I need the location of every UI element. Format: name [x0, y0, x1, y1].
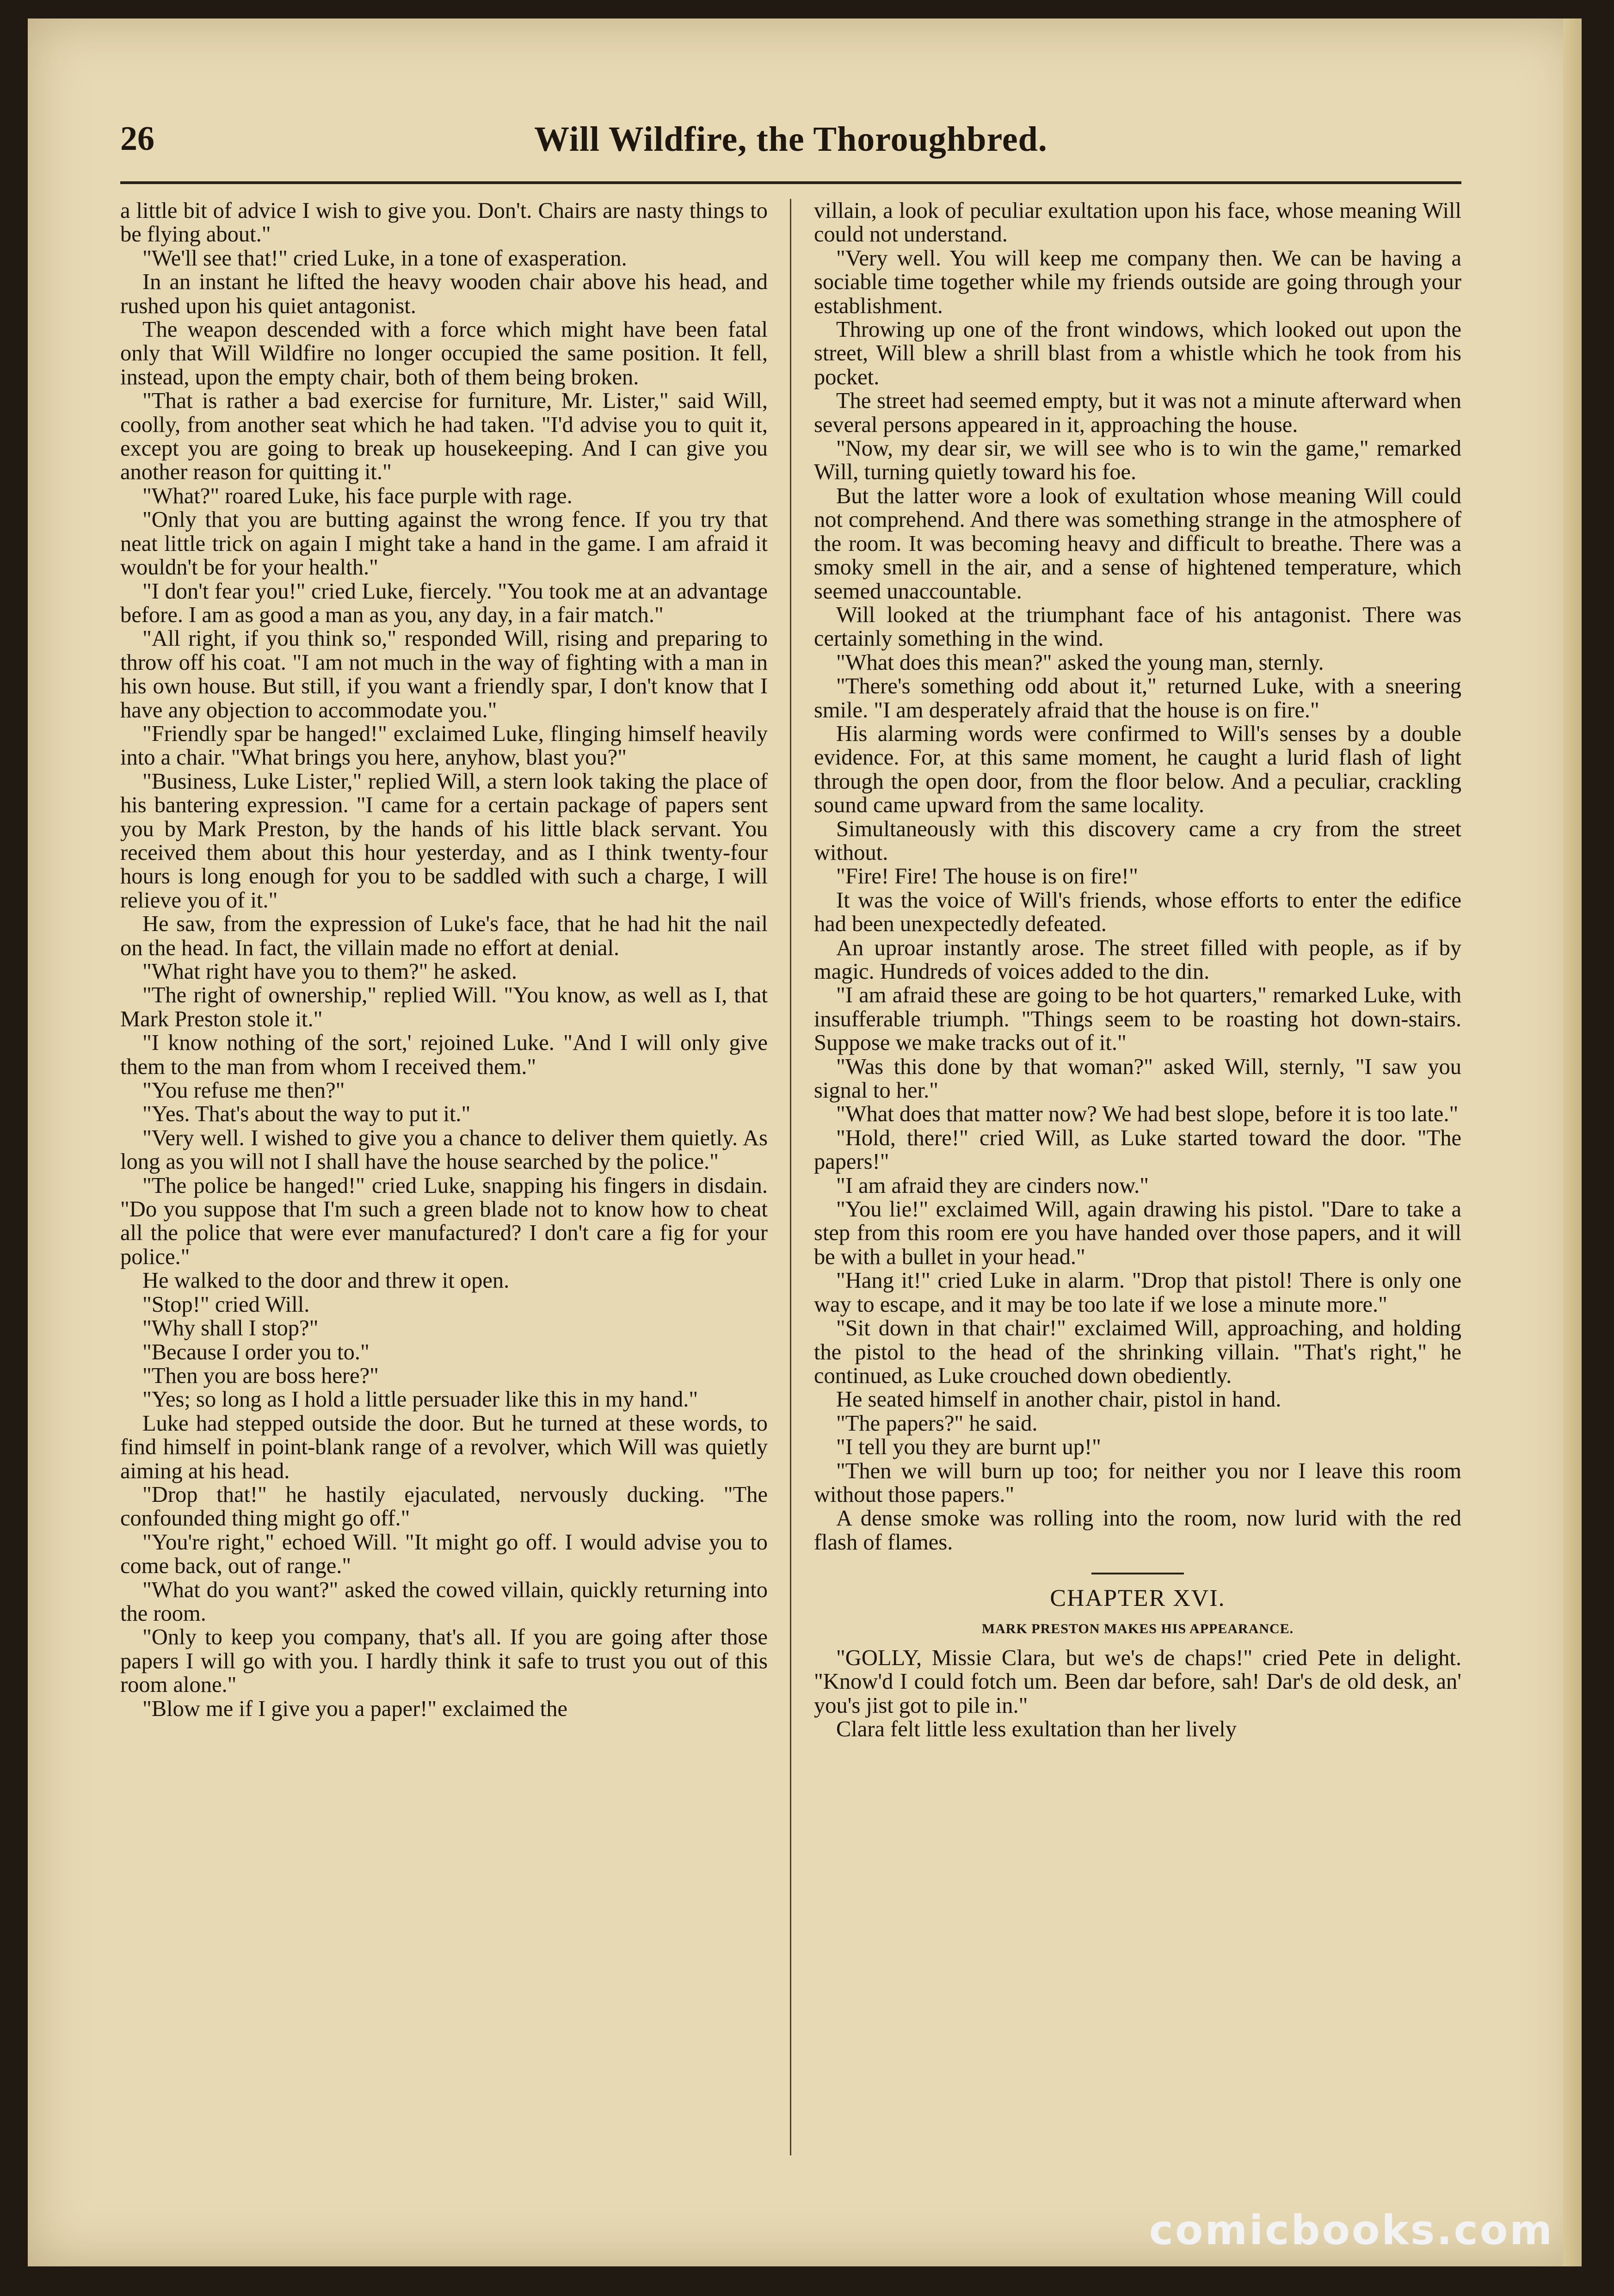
- paragraph: "That is rather a bad exercise for furniture, Mr. Lister," said Will, coolly, from another seat which he had taken. "I'd advise you to quit it, except you are going to break up housekeeping. And I can give you another reason for quitting it.": [120, 389, 768, 485]
- paragraph: "Drop that!" he hastily ejaculated, nervously ducking. "The confounded thing might go off.": [120, 1482, 768, 1531]
- paragraph: A dense smoke was rolling into the room, now lurid with the red flash of flames.: [814, 1506, 1461, 1555]
- paragraph: An uproar instantly arose. The street filled with people, as if by magic. Hundreds of voices added to the din.: [814, 935, 1461, 984]
- paragraph: "Yes. That's about the way to put it.": [142, 1102, 471, 1127]
- paragraph: "All right, if you think so," responded Will, rising and preparing to throw off his coat. "I am not much in the way of fighting with a man in his own house. But still, if you want a friendly spar, I don't know that I have any objection to accommodate you.": [120, 626, 768, 722]
- paragraph: "Only to keep you company, that's all. If you are going after those papers I will go with you. I hardly think it safe to trust you out of this room alone.": [120, 1625, 768, 1697]
- paragraph: "I don't fear you!" cried Luke, fiercely. "You took me at an advantage before. I am as good a man as you, any day, in a fair match.": [120, 579, 768, 627]
- paragraph: "Why shall I stop?": [142, 1316, 319, 1341]
- paragraph: "What do you want?" asked the cowed villain, quickly returning into the room.: [120, 1577, 768, 1626]
- paragraph: a little bit of advice I wish to give you. Don't. Chairs are nasty things to be flying about.": [120, 198, 768, 247]
- paragraph: "Hang it!" cried Luke in alarm. "Drop that pistol! There is only one way to escape, and it may be too late if we lose a minute more.": [814, 1268, 1461, 1317]
- paragraph: "Was this done by that woman?" asked Will, sternly, "I saw you signal to her.": [814, 1054, 1461, 1103]
- paragraph: "Friendly spar be hanged!" exclaimed Luke, flinging himself heavily into a chair. "What brings you here, anyhow, blast you?": [120, 721, 768, 770]
- paragraph: "Blow me if I give you a paper!" exclaimed the: [142, 1696, 568, 1721]
- paragraph: "Yes; so long as I hold a little persuader like this in my hand.": [142, 1387, 698, 1412]
- paragraph: "What?" roared Luke, his face purple with rage.: [142, 483, 573, 508]
- paragraph: The weapon descended with a force which might have been fatal only that Will Wildfire no longer occupied the same position. It fell, instead, upon the empty chair, both of them being broken.: [120, 317, 768, 389]
- paragraph: "Only that you are butting against the wrong fence. If you try that neat little trick on again I might take a hand in the game. I am afraid it wouldn't be for your health.": [120, 507, 768, 580]
- page-number: 26: [120, 120, 154, 158]
- paragraph: "There's something odd about it," returned Luke, with a sneering smile. "I am desperately afraid that the house is on fire.": [814, 674, 1461, 722]
- paragraph: "Business, Luke Lister," replied Will, a stern look taking the place of his bantering expression. "I came for a certain package of papers sent you by Mark Preston, by the hands of his little black servant. You received them about this hour yesterday, and as I think twenty-four hours is long enough for you to be saddled with such a charge, I will relieve you of it.": [120, 769, 768, 913]
- paragraph: "GOLLY, Missie Clara, but we's de chaps!" cried Pete in delight. "Know'd I could fotch um. Been dar before, sah! Dar's de old desk, an' you's jist got to pile in.": [814, 1645, 1461, 1718]
- paragraph: "What does that matter now? We had best slope, before it is too late.": [836, 1102, 1459, 1127]
- paragraph: "Very well. I wished to give you a chance to deliver them quietly. As long as you will not I shall have the house searched by the police.": [120, 1125, 768, 1174]
- paragraph: Throwing up one of the front windows, which looked out upon the street, Will blew a shrill blast from a whistle which he took from his pocket.: [814, 317, 1461, 389]
- page-header: [120, 116, 1461, 176]
- paragraph: "You lie!" exclaimed Will, again drawing his pistol. "Dare to take a step from this room ere you have handed over those papers, and it will be with a bullet in your head.": [814, 1197, 1461, 1269]
- paragraph: "I tell you they are burnt up!": [836, 1435, 1101, 1460]
- chapter-subtitle: MARK PRESTON MAKES HIS APPEARANCE.: [981, 1621, 1294, 1636]
- paragraph: "The papers?" he said.: [836, 1411, 1038, 1436]
- paragraph: His alarming words were confirmed to Will's senses by a double evidence. For, at this same moment, he caught a lurid flash of light through the open door, from the floor below. And a peculiar, crackling sound came upward from the same locality.: [814, 721, 1461, 818]
- paragraph: "Hold, there!" cried Will, as Luke started toward the door. "The papers!": [814, 1125, 1461, 1174]
- page-edge: [1563, 19, 1582, 2266]
- paragraph: "I am afraid they are cinders now.": [836, 1173, 1149, 1198]
- paragraph: "Fire! Fire! The house is on fire!": [836, 864, 1138, 889]
- chapter-separator: [1091, 1573, 1184, 1574]
- paragraph: "Then you are boss here?": [142, 1363, 379, 1388]
- left-column: [120, 199, 768, 1721]
- right-column-text: [814, 199, 1461, 1554]
- paragraph: It was the voice of Will's friends, whose efforts to enter the edifice had been unexpectedly defeated.: [814, 888, 1461, 937]
- paragraph: He seated himself in another chair, pistol in hand.: [836, 1387, 1281, 1412]
- paragraph: But the latter wore a look of exultation whose meaning Will could not comprehend. And there was something strange in the atmosphere of the room. It was becoming heavy and difficult to breathe. There was a smoky smell in the air, and a sense of hightened temperature, which seemed unaccountable.: [814, 483, 1461, 604]
- paragraph: Clara felt little less exultation than her lively: [836, 1717, 1237, 1742]
- paragraph: "What right have you to them?" he asked.: [142, 959, 517, 984]
- paragraph: "You refuse me then?": [142, 1078, 345, 1103]
- chapter-title: CHAPTER XVI.: [1050, 1585, 1226, 1612]
- chapter-text: [814, 1646, 1461, 1741]
- paragraph: "You're right," echoed Will. "It might go off. I would advise you to come back, out of range.": [120, 1530, 768, 1579]
- paragraph: "Now, my dear sir, we will see who is to win the game," remarked Will, turning quietly toward his foe.: [814, 436, 1461, 485]
- paragraph: In an instant he lifted the heavy wooden chair above his head, and rushed upon his quiet antagonist.: [120, 270, 768, 318]
- paragraph: "I know nothing of the sort,' rejoined Luke. "And I will only give them to the man from whom I received them.": [120, 1031, 768, 1079]
- paragraph: villain, a look of peculiar exultation upon his face, whose meaning Will could not understand.: [814, 198, 1461, 247]
- paragraph: Will looked at the triumphant face of his antagonist. There was certainly something in the wind.: [814, 602, 1461, 651]
- paragraph: "The right of ownership," replied Will. "You know, as well as I, that Mark Preston stole it.": [120, 983, 768, 1031]
- paragraph: "Sit down in that chair!" exclaimed Will, approaching, and holding the pistol to the head of the shrinking villain. "That's right," he continued, as Luke crouched down obediently.: [814, 1316, 1461, 1388]
- running-title: Will Wildfire, the Thoroughbred.: [534, 120, 1047, 159]
- paragraph: "Then we will burn up too; for neither you nor I leave this room without those papers.": [814, 1458, 1461, 1507]
- paragraph: He saw, from the expression of Luke's face, that he had hit the nail on the head. In fact, the villain made no effort at denial.: [120, 912, 768, 960]
- right-column: [814, 199, 1461, 1741]
- watermark: comicbooks.com: [1149, 2206, 1554, 2254]
- paragraph: "Because I order you to.": [142, 1339, 370, 1364]
- paragraph: Luke had stepped outside the door. But he turned at these words, to find himself in point-blank range of a revolver, which Will was quietly aiming at his head.: [120, 1411, 768, 1483]
- paragraph: "Very well. You will keep me company then. We can be having a sociable time together while my friends outside are going through your establishment.: [814, 246, 1461, 318]
- paragraph: "What does this mean?" asked the young man, sternly.: [836, 650, 1324, 675]
- paragraph: The street had seemed empty, but it was not a minute afterward when several persons appeared in it, approaching the house.: [814, 389, 1461, 437]
- paragraph: "The police be hanged!" cried Luke, snapping his fingers in disdain. "Do you suppose that I'm such a green blade not to know how to cheat all the police that were ever manufactured? I don't care a fig for your police.": [120, 1173, 768, 1269]
- paragraph: Simultaneously with this discovery came a cry from the street without.: [814, 816, 1461, 865]
- paragraph: "I am afraid these are going to be hot quarters," remarked Luke, with insufferable triumph. "Things seem to be roasting hot down-stairs. Suppose we make tracks out of it.": [814, 983, 1461, 1055]
- paragraph: "Stop!" cried Will.: [142, 1292, 310, 1317]
- paragraph: He walked to the door and threw it open.: [142, 1268, 510, 1293]
- column-divider: [790, 199, 791, 2155]
- header-rule: [120, 181, 1461, 184]
- paragraph: "We'll see that!" cried Luke, in a tone of exasperation.: [142, 246, 627, 271]
